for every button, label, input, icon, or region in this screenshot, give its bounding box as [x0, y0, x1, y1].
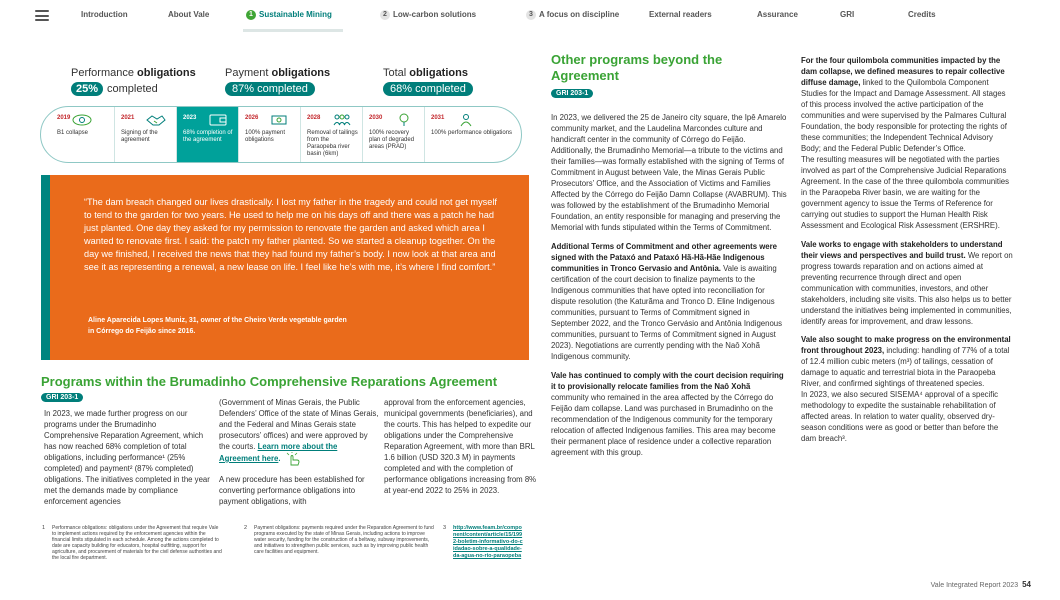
page-footer — [931, 580, 1031, 589]
paragraph: In 2023, we also secured SISEMA⁴ approval of a specific methodology to expedite the sustainable rehabilitation of affected areas. In relation to water quality, observed dry-season conditions were as good or better than before the dam breach³. — [801, 390, 999, 443]
nav-about-vale[interactable]: About Vale — [168, 10, 210, 19]
nav-number-badge: 2 — [380, 10, 390, 20]
timeline-item-2023 — [177, 107, 239, 162]
progress-value-badge: 25% — [71, 82, 103, 96]
paragraph: Vale also sought to make progress on the environmental front throughout 2023, including: handling of 77% of a total of 12.4 million cubic meters (m³) of tailings, cessation of damage to aquatic and terrestrial biota in the Paraopeba River, and confirmed sightings of threatened species. — [801, 335, 1011, 388]
progress-suffix: completed — [107, 83, 158, 95]
people-icon — [331, 113, 353, 127]
timeline-text: 100% performance obligations — [431, 130, 513, 136]
learn-more-link[interactable]: Learn more about the Agreement here — [219, 442, 338, 464]
timeline-text: 100% payment obligations — [245, 130, 286, 143]
timeline-item-2030 — [363, 107, 425, 162]
person-icon — [455, 113, 477, 127]
gri-badge: GRI 203-1 — [551, 89, 593, 98]
nav-credits[interactable]: Credits — [908, 10, 936, 19]
nav-label: Sustainable Mining — [259, 10, 332, 20]
top-navigation — [0, 0, 1060, 31]
money-icon — [269, 113, 291, 127]
timeline-text: Signing of the agreement — [121, 130, 158, 143]
menu-icon[interactable] — [35, 10, 49, 21]
quote-text: “The dam breach changed our lives drastically. I lost my father in the tragedy and could not get myself to tend to the garden for two years. He used to help me on his days off and there was a patch he had just planted. One day they asked for my permission to renovate the garden and asked which area I wanted to renovate first. I said: the patch my father planted. So we started a cleanup together. On the day we finished, I received the news that they had found my father’s body. I now look at that area and see it as representing a renewal, a new lease on life. I feel like he’s with me, it’s where I find comfort.” — [84, 197, 497, 272]
paragraph: The resulting measures will be negotiated with the parties involved as part of the Comprehensive Judicial Reparations Agreement. In the case of the three quilombola communities in the Paraopeba River basin, we are waiting for the government agency to issue the Terms of Reference for carrying out studies to support the Human Health Risk Assessment and Ecological Risk Assessment (ERSHRE). — [801, 155, 1010, 230]
timeline-year: 2030 — [369, 115, 383, 121]
timeline-text: Removal of tailings from the Paraopeba river basin (6km) — [307, 130, 358, 157]
page-number: 54 — [1022, 580, 1031, 589]
footnote-link[interactable]: http://www.feam.br/component/content/article/15/1992-boletim-informativo-do-cidadao-sobre-a-qualidade-da-agua-no-rio-paraopeba — [453, 525, 523, 559]
eye-icon — [71, 113, 93, 127]
testimonial-quote — [41, 175, 529, 360]
timeline-item-2028 — [301, 107, 363, 162]
paragraph: Vale works to engage with stakeholders to understand their views and perspectives and build trust. We report on progress towards reparation and on actions aimed at preventing recurrence through direct and open communication with communities, investors, and other stakeholders, including site visits. This also helps us to better understand the initiatives being implemented in communities, identify areas for improvement, and draw lessons. — [801, 240, 1013, 326]
progress-value-badge: 68% completed — [383, 82, 473, 96]
progress-total — [383, 67, 473, 96]
nav-low-carbon-solutions[interactable] — [380, 10, 476, 20]
progress-payment — [225, 67, 330, 96]
nav-label: Low-carbon solutions — [393, 10, 477, 20]
timeline-text: 68% completion of the agreement — [183, 130, 233, 143]
footnote-2: 2 Payment obligations: payments required under the Reparation Agreement to fund programs executed by the state of Minas Gerais, including actions to improve water security, funding for the construction of a beltway, subway improvements, and initiatives to strengthen public services, such as by improving public health care facilities and equipment. — [244, 525, 434, 555]
timeline-year: 2031 — [431, 115, 445, 121]
nav-number-badge: 3 — [526, 10, 536, 20]
progress-label: Total obligations — [383, 67, 468, 79]
programs-text: A new procedure has been established for converting performance obligations into payment obligations, with — [219, 475, 365, 506]
timeline-item-2019 — [41, 107, 115, 162]
nav-label: A focus on discipline — [539, 10, 620, 20]
other-programs-text — [551, 112, 787, 458]
programs-text: (Government of Minas Gerais, the Public Defenders’ Office of the state of Minas Gerais, and the Federal and Minas Gerais state prosecutors’ offices) and were approved by the courts. — [219, 398, 379, 451]
timeline-year: 2021 — [121, 115, 135, 121]
nav-focus-on-discipline[interactable] — [526, 10, 619, 20]
other-programs-heading: Other programs beyond the Agreement — [551, 52, 723, 83]
handshake-icon — [145, 113, 167, 127]
programs-column-1: In 2023, we made further progress on our programs under the Brumadinho Comprehensive Reparation Agreement, which has now reached 68% completion of total obligations, including performance¹ (25% completed) and payment² (87% completed) obligations. The initiatives completed in the year met the demands made by compliance enforcement agencies — [44, 409, 210, 506]
paragraph: For the four quilombola communities impacted by the dam collapse, we defined measures to repair collective diffuse damage, linked to the Quilombola Component Studies for the Impact and Damage Assessment. All stages of this process involved the active participation of the communities and were supervised by the Palmares Cultural Foundation, the body responsible for protecting the rights of these communities; the Independent Technical Advisory Body; and the Federal Public Defender’s Office. — [801, 56, 1007, 153]
progress-label: Payment obligations — [225, 67, 331, 79]
nav-introduction[interactable]: Introduction — [81, 10, 128, 19]
programs-column-2: (Government of Minas Gerais, the Public Defenders’ Office of the state of Minas Gerais, and the Federal and Minas Gerais state prosecutors’ offices) and were approved by the courts. Learn more about the Agreement here. A new procedure has been established for converting performance obligations into payment obligations, with — [219, 398, 379, 506]
right-column-text — [801, 55, 1013, 444]
agreement-timeline — [40, 106, 522, 163]
paragraph: Vale has continued to comply with the court decision requiring it to provisionally relocate families from the Naô Xohã community who remained in the area affected by the Córrego do Feijão dam collapse. Land was purchased in Brumadinho on the recommendation of the Indigenous community for the temporary relocation of affected Indigenous families. This area may become their permanent place of residence under a collective reparation agreement with this group. — [551, 371, 784, 457]
timeline-item-2026 — [239, 107, 301, 162]
timeline-year: 2028 — [307, 115, 321, 121]
progress-performance — [71, 67, 196, 96]
timeline-item-2021 — [115, 107, 177, 162]
paragraph: Additional Terms of Commitment and other agreements were signed with the Pataxó and Pataxó Hã-Hã-Hãe Indigenous communities in Tronco Gervasio and Antônia. Vale is awaiting certification of the court decision to finalize payments to the Indigenous communities that have opted into reconciliation for dispute resolution (the Katurãma and Tronco D. Eline Indigenous communities, pursuant to Terms of Commitment signed in September 2022, and the Tronco Gervásio and Antônia Indigenous communities, pursuant to Terms of Commitment signed in August 2023). Negotiations are currently pending with the Naô Xohã Indigenous community. — [551, 242, 783, 361]
timeline-year: 2019 — [57, 115, 71, 121]
timeline-text: B1 collapse — [57, 130, 89, 136]
progress-value-badge: 87% completed — [225, 82, 315, 96]
tree-icon — [393, 113, 415, 127]
active-tab-indicator — [243, 29, 343, 32]
report-name: Vale Integrated Report 2023 — [930, 582, 1019, 589]
quote-author: Aline Aparecida Lopes Muniz, 31, owner of the Cheiro Verde vegetable garden in Córrego do Feijão since 2016. — [88, 317, 347, 335]
gri-badge: GRI 203-1 — [41, 393, 83, 402]
programs-heading: Programs within the Brumadinho Comprehensive Reparations Agreement — [41, 374, 498, 389]
timeline-year: 2026 — [245, 115, 259, 121]
paragraph: In 2023, we delivered the 25 de Janeiro city square, the Ipê Amarelo community market, and the Laudelina Marcondes culture and handicraft center in the community of Córrego do Feijão. Additionally, the Brumadinho Memorial—a tribute to the victims and their families—was formally established with the signing of Terms of Commitment in August between Vale, the Minas Gerais Public Prosecutors’ Office, and the Association of Victims and Families Affected by the Córrego do Feijão Damn Collapse (AVABRUM). This was followed by the establishment of the Brumadinho Memorial Foundation, an entity responsible for managing and preserving the Memorial with funds stipulated within the Terms of Commitment. — [551, 113, 787, 232]
nav-assurance[interactable]: Assurance — [757, 10, 798, 19]
hand-pointer-icon — [285, 452, 301, 466]
footnote-1: 1 Performance obligations: obligations under the Agreement that require Vale to implement actions required by the enforcement agencies within the financial limits stipulated in each schedule. Among the actions completed to date are capacity building for educators, hospital outfitting, support for agriculture, and procurement of materials for the civil defense authorities and the local fire department. — [42, 525, 222, 561]
timeline-item-2031 — [425, 107, 521, 162]
nav-external-readers[interactable]: External readers — [649, 10, 712, 19]
nav-gri[interactable]: GRI — [840, 10, 855, 19]
wallet-icon — [207, 113, 229, 127]
programs-column-3: approval from the enforcement agencies, municipal governments (beneficiaries), and the courts. This has helped to expedite our obligations under the Comprehensive Reparation Agreement, with more than BRL 1.6 billion (USD 320.3 M) in payments completed and with the completion of performance obligations increasing from 8% at year-end 2022 to 25% in 2023. — [384, 398, 537, 495]
footnote-3: 3 http://www.feam.br/component/content/article/15/1992-boletim-informativo-do-cidadao-sobre-a-qualidade-da-agua-no-rio-paraopeba — [443, 525, 523, 559]
nav-sustainable-mining[interactable] — [246, 10, 332, 20]
timeline-text: 100% recovery plan of degraded areas (PRAD) — [369, 130, 415, 150]
timeline-year: 2023 — [183, 115, 197, 121]
progress-label: Performance obligations — [71, 67, 196, 79]
nav-number-badge: 1 — [246, 10, 256, 20]
